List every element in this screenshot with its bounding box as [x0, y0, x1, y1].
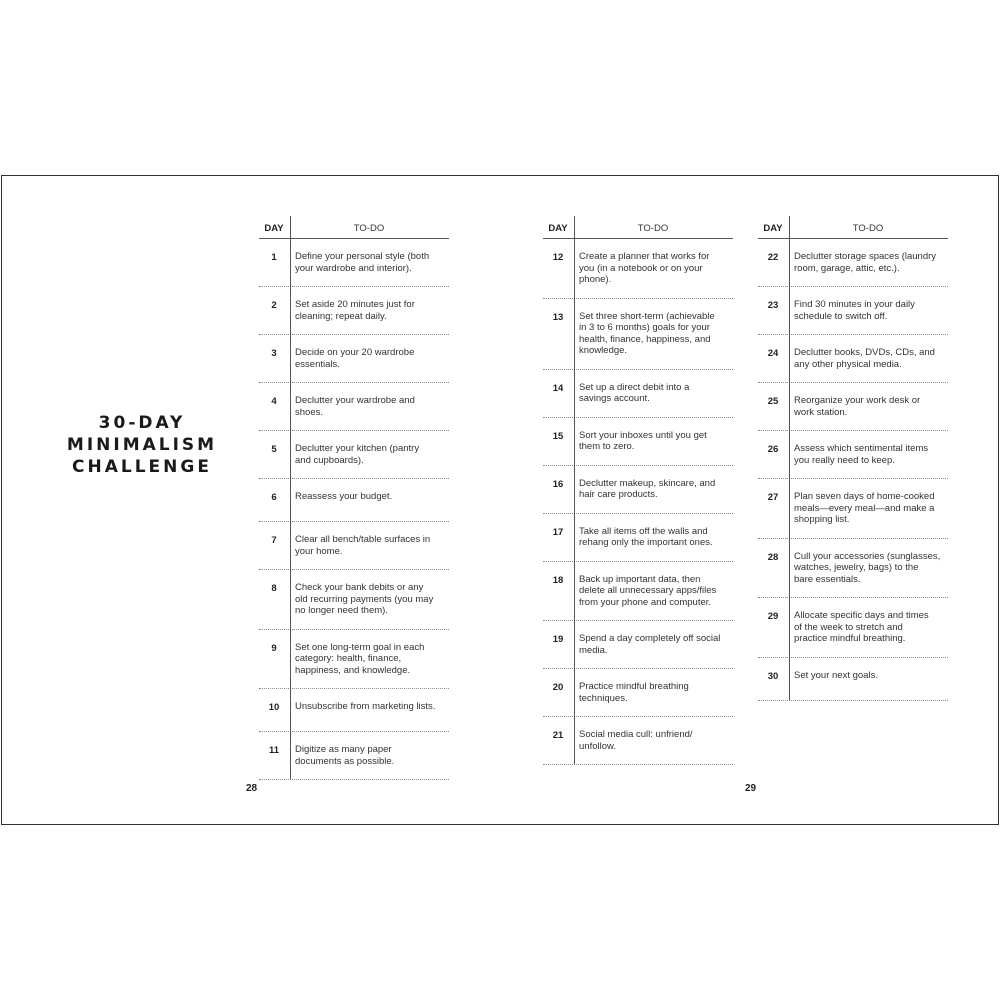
todo-line: Sort your inboxes until you get — [579, 429, 707, 441]
table-row — [758, 383, 948, 431]
day-number: 10 — [268, 702, 280, 713]
todo-text — [579, 311, 715, 357]
day-number: 15 — [552, 430, 564, 442]
day-number: 27 — [767, 492, 779, 503]
day-number: 16 — [552, 478, 564, 490]
todo-line: Spend a day completely off social — [579, 633, 721, 644]
todo-text — [295, 582, 433, 617]
todo-line: Declutter books, DVDs, CDs, and — [794, 347, 935, 358]
table-row — [543, 514, 733, 562]
day-number: 28 — [767, 551, 779, 563]
todo-line: unfollow. — [579, 740, 616, 752]
table-row — [259, 335, 449, 383]
todo-line: Check your bank debits or any — [295, 582, 424, 593]
todo-text — [295, 395, 415, 418]
todo-text — [579, 478, 715, 501]
todo-line: of the week to stretch and — [794, 621, 903, 633]
todo-line: old recurring payments (you may — [295, 593, 434, 605]
todo-text — [579, 251, 709, 286]
todo-line: you really need to keep. — [794, 454, 895, 466]
todo-line: Declutter makeup, skincare, and — [579, 477, 716, 489]
todo-line: Cull your accessories (sunglasses, — [794, 550, 941, 562]
table-row — [259, 570, 449, 630]
todo-text — [794, 443, 928, 466]
header-day: DAY — [548, 223, 568, 234]
day-number: 25 — [767, 396, 779, 407]
todo-line: Set one long-term goal in each — [295, 641, 425, 653]
day-number: 29 — [767, 611, 779, 622]
todo-text — [579, 633, 720, 656]
title-line: CHALLENGE — [72, 457, 212, 477]
todo-line: them to zero. — [579, 441, 635, 452]
todo-line: Decide on your 20 wardrobe — [295, 347, 415, 358]
todo-line: shopping list. — [794, 514, 850, 525]
todo-line: savings account. — [579, 393, 650, 404]
todo-line: no longer need them). — [295, 605, 388, 616]
todo-line: Allocate specific days and times — [794, 610, 929, 621]
table-row — [543, 717, 733, 765]
todo-line: any other physical media. — [794, 358, 902, 370]
todo-line: Practice mindful breathing — [579, 681, 689, 692]
table-row — [259, 689, 449, 732]
table-row — [758, 287, 948, 335]
day-number: 26 — [767, 444, 779, 455]
todo-line: your wardrobe and interior). — [295, 262, 412, 274]
todo-line: essentials. — [295, 358, 340, 370]
day-number: 18 — [552, 574, 564, 586]
todo-line: knowledge. — [579, 345, 628, 356]
todo-line: Social media cull: unfriend/ — [579, 729, 693, 740]
todo-text — [579, 526, 713, 549]
day-number: 9 — [271, 642, 277, 654]
table-row — [758, 598, 948, 658]
todo-line: Digitize as many paper — [295, 744, 392, 755]
table-row — [259, 479, 449, 522]
todo-line: shoes. — [295, 406, 323, 418]
table-row — [758, 658, 948, 701]
table-row — [758, 539, 948, 599]
day-number: 20 — [552, 682, 564, 693]
todo-text — [295, 642, 424, 677]
day-number: 2 — [271, 300, 277, 311]
header-todo: TO-DO — [637, 223, 669, 234]
header-day: DAY — [763, 223, 783, 234]
todo-line: Take all items off the walls and — [579, 525, 708, 537]
day-number: 14 — [552, 382, 564, 394]
todo-line: Clear all bench/table surfaces in — [295, 534, 431, 545]
todo-line: hair care products. — [579, 489, 658, 500]
table-row — [259, 732, 449, 780]
todo-line: room, garage, attic, etc.). — [794, 262, 900, 274]
todo-line: bare essentials. — [794, 573, 861, 585]
table-row — [543, 239, 733, 299]
todo-line: Define your personal style (both — [295, 251, 430, 262]
todo-line: Declutter storage spaces (laundry — [794, 251, 937, 262]
day-number: 3 — [271, 348, 277, 359]
todo-line: in 3 to 6 months) goals for your — [579, 322, 710, 333]
todo-line: cleaning; repeat daily. — [295, 310, 387, 322]
todo-line: practice mindful breathing. — [794, 633, 906, 644]
todo-line: Set up a direct debit into a — [579, 381, 690, 393]
todo-line: category: health, finance, — [295, 653, 402, 664]
day-number: 7 — [271, 535, 277, 546]
todo-line: and cupboards). — [295, 454, 364, 466]
table-row — [758, 431, 948, 479]
todo-line: meals—every meal—and make a — [794, 502, 935, 514]
title-line: MINIMALISM — [66, 435, 218, 455]
challenge-title — [62, 412, 222, 478]
day-number: 24 — [767, 348, 779, 359]
table-row — [543, 299, 733, 370]
todo-line: Find 30 minutes in your daily — [794, 299, 915, 310]
day-number: 23 — [767, 300, 779, 311]
todo-line: Declutter your kitchen (pantry — [295, 443, 420, 454]
day-number: 19 — [552, 634, 564, 645]
todo-line: from your phone and computer. — [579, 596, 712, 608]
column-divider — [574, 216, 575, 764]
todo-line: Create a planner that works for — [579, 251, 710, 262]
table-row — [259, 383, 449, 431]
day-number: 22 — [767, 252, 779, 263]
table-row — [543, 621, 733, 669]
page-number-right: 29 — [745, 783, 757, 794]
day-number: 21 — [552, 730, 564, 741]
table-row — [259, 630, 449, 690]
table-row — [758, 335, 948, 383]
todo-line: work station. — [794, 406, 848, 418]
todo-line: Reorganize your work desk or — [794, 395, 921, 406]
todo-line: Plan seven days of home-cooked — [794, 491, 935, 502]
title-line: 30-DAY — [98, 413, 186, 433]
table-header — [543, 216, 733, 239]
day-number: 13 — [552, 311, 564, 323]
todo-line: phone). — [579, 274, 612, 285]
todo-line: Unsubscribe from marketing lists. — [295, 701, 436, 712]
todo-line: Set aside 20 minutes just for — [295, 299, 415, 310]
todo-text — [295, 251, 429, 274]
todo-text — [794, 670, 878, 682]
todo-text — [579, 681, 689, 704]
table-row — [543, 669, 733, 717]
todo-line: Set your next goals. — [794, 669, 878, 681]
day-number: 8 — [271, 583, 277, 594]
column-divider — [290, 216, 291, 779]
todo-text — [295, 443, 419, 466]
column-divider — [789, 216, 790, 700]
header-day: DAY — [264, 223, 284, 234]
todo-line: rehang only the important ones. — [579, 537, 713, 548]
day-number: 17 — [552, 526, 564, 538]
todo-line: media. — [579, 644, 608, 656]
todo-text — [579, 574, 716, 609]
todo-line: watches, jewelry, bags) to the — [794, 562, 919, 573]
table-header — [259, 216, 449, 239]
table-row — [543, 370, 733, 418]
todo-text — [295, 299, 415, 322]
todo-line: documents as possible. — [295, 755, 395, 767]
table-row — [758, 479, 948, 539]
todo-line: happiness, and knowledge. — [295, 664, 411, 676]
todo-table-left — [259, 216, 449, 780]
table-row — [259, 431, 449, 479]
table-row — [758, 239, 948, 287]
todo-text — [794, 395, 920, 418]
header-todo: TO-DO — [852, 223, 884, 234]
todo-text — [794, 347, 935, 370]
table-row — [259, 522, 449, 570]
todo-line: Declutter your wardrobe and — [295, 395, 415, 406]
todo-line: health, finance, happiness, and — [579, 333, 711, 345]
table-row — [543, 418, 733, 466]
todo-text — [295, 491, 392, 503]
todo-line: Reassess your budget. — [295, 491, 393, 502]
table-row — [259, 287, 449, 335]
todo-text — [579, 430, 707, 453]
todo-table-middle — [543, 216, 733, 765]
table-row — [543, 562, 733, 622]
book-spread — [1, 175, 999, 825]
todo-text — [295, 701, 435, 713]
todo-line: Set three short-term (achievable — [579, 310, 715, 322]
todo-text — [295, 347, 414, 370]
todo-text — [295, 744, 394, 767]
todo-text — [794, 251, 936, 274]
day-number: 1 — [271, 252, 277, 263]
table-row — [543, 466, 733, 514]
day-number: 4 — [271, 396, 277, 407]
todo-line: Assess which sentimental items — [794, 443, 929, 454]
day-number: 30 — [767, 670, 779, 682]
todo-text — [579, 382, 689, 405]
todo-line: techniques. — [579, 692, 628, 704]
todo-line: you (in a notebook or on your — [579, 262, 703, 274]
page-number-left: 28 — [246, 783, 258, 794]
todo-text — [295, 534, 430, 557]
todo-text — [794, 491, 934, 526]
todo-text — [579, 729, 693, 752]
todo-line: Back up important data, then — [579, 573, 701, 585]
table-row — [259, 239, 449, 287]
table-header — [758, 216, 948, 239]
todo-text — [794, 299, 915, 322]
day-number: 12 — [552, 252, 564, 263]
todo-line: schedule to switch off. — [794, 310, 888, 322]
todo-table-right — [758, 216, 948, 701]
day-number: 6 — [271, 492, 277, 503]
day-number: 11 — [268, 745, 280, 756]
todo-line: delete all unnecessary apps/files — [579, 585, 717, 596]
todo-text — [794, 551, 940, 586]
header-todo: TO-DO — [353, 223, 385, 234]
day-number: 5 — [271, 444, 277, 455]
todo-line: your home. — [295, 545, 343, 557]
todo-text — [794, 610, 929, 645]
